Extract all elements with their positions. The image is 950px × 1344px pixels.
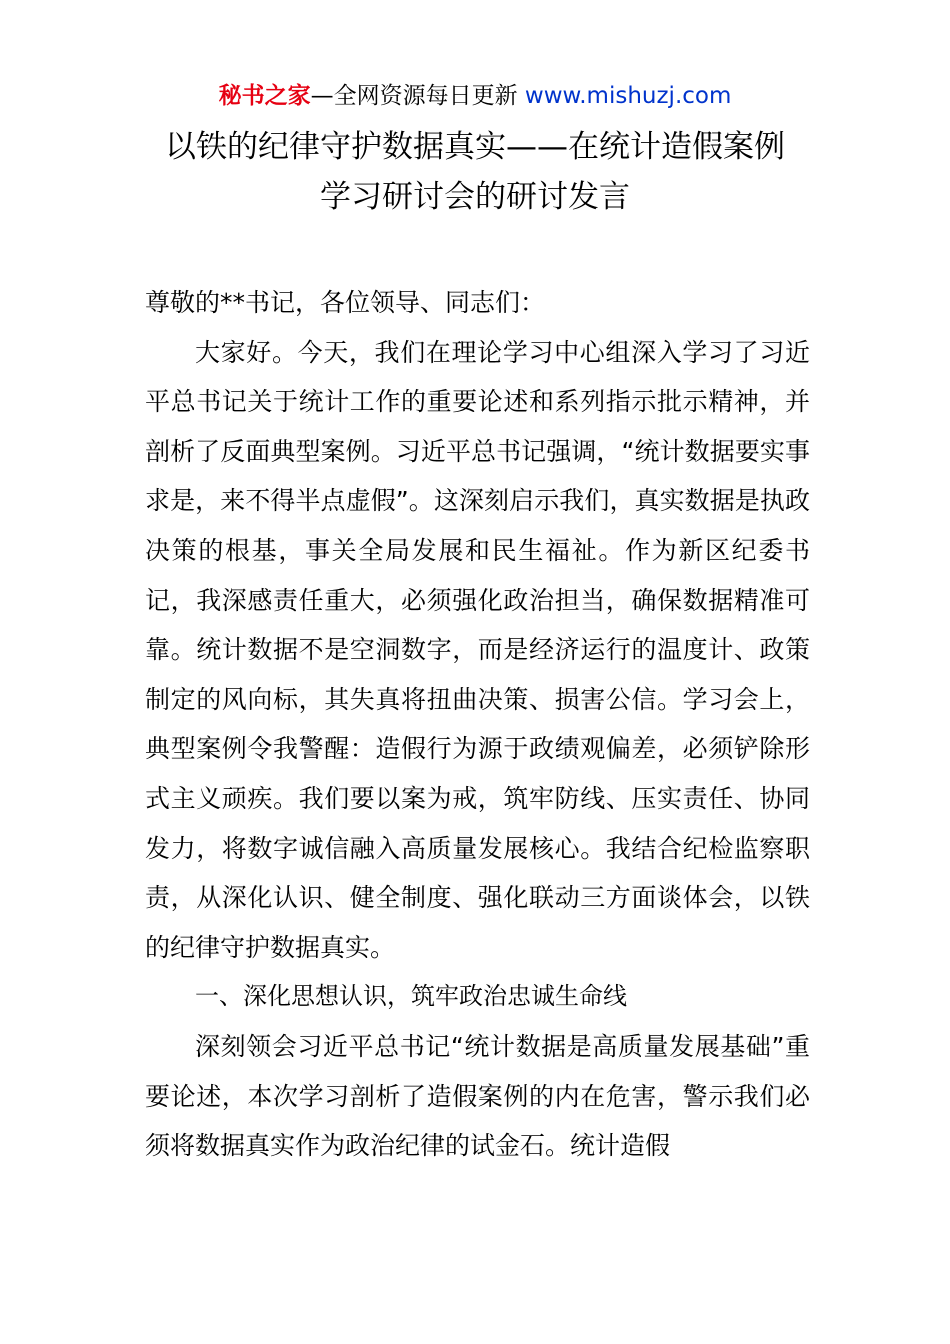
site-url-link[interactable]: www.mishuzj.com (524, 83, 732, 109)
paragraph-intro: 大家好。今天，我们在理论学习中心组深入学习了习近平总书记关于统计工作的重要论述和系列指示批示精神，并剖析了反面典型案例。习近平总书记强调，“统计数据要实事求是，来不得半点虚假”。这深刻启示我们，真实数据是执政决策的根基，事关全局发展和民生福祉。作为新区纪委书记，我深感责任重大，必须强化政治担当，确保数据精准可靠。统计数据不是空洞数字，而是经济运行的温度计、政策制定的风向标，其失真将扭曲决策、损害公信。学习会上，典型案例令我警醒：造假行为源于政绩观偏差，必须铲除形式主义顽疾。我们要以案为戒，筑牢防线、压实责任、协同发力，将数字诚信融入高质量发展核心。我结合纪检监察职责，从深化认识、健全制度、强化联动三方面谈体会，以铁的纪律守护数据真实。 (145, 337, 810, 962)
title-line-1: 以铁的纪律守护数据真实——在统计造假案例 (165, 129, 785, 165)
site-tagline: —全网资源每日更新 (310, 83, 518, 109)
document-title (0, 122, 950, 222)
section-heading-1: 一、深化思想认识，筑牢政治忠诚生命线 (195, 982, 627, 1011)
title-line-2: 学习研讨会的研讨发言 (320, 179, 630, 215)
site-brand: 秘书之家 (218, 83, 311, 109)
paragraph-section-1: 深刻领会习近平总书记“统计数据是高质量发展基础”重要论述，本次学习剖析了造假案例的内在危害，警示我们必须将数据真实作为政治纪律的试金石。统计造假 (145, 1031, 810, 1161)
document-body (145, 278, 810, 1171)
salutation: 尊敬的**书记，各位领导、同志们： (145, 288, 546, 317)
site-header (0, 80, 950, 112)
